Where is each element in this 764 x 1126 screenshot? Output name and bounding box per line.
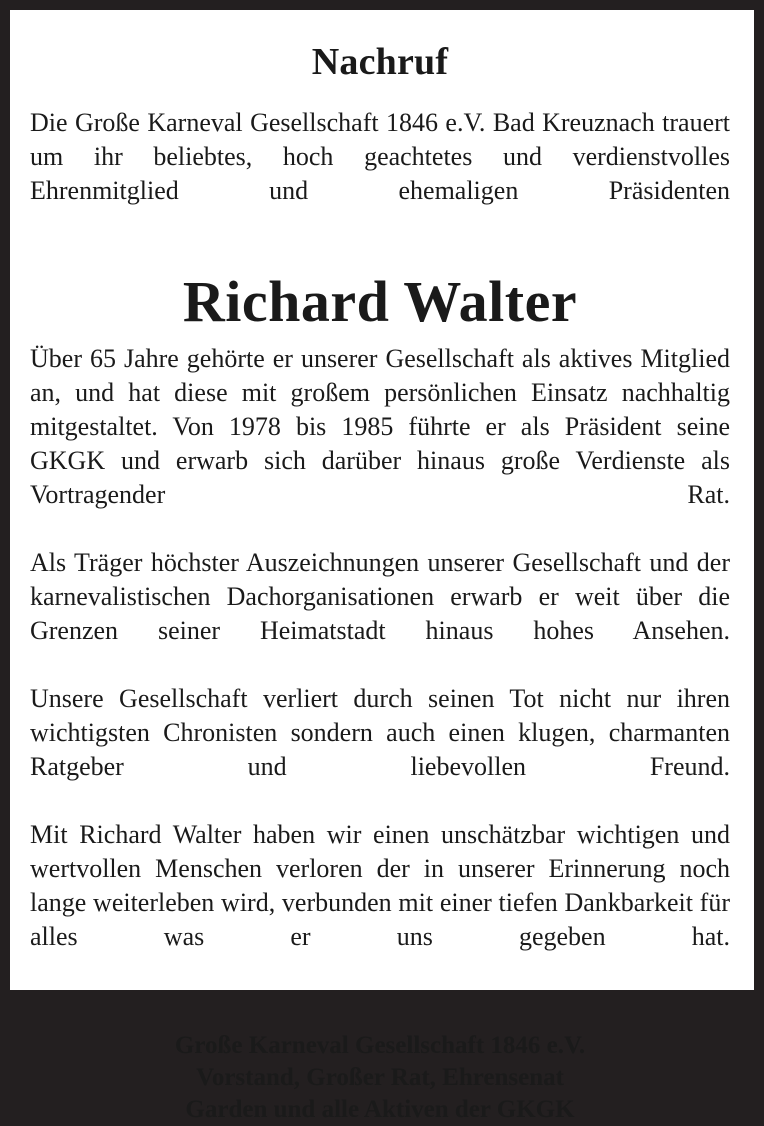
signature-line: Vorstand, Großer Rat, Ehrensenat <box>196 1064 564 1091</box>
body-paragraph: Mit Richard Walter haben wir einen unschätzbar wichtigen und wertvollen Menschen verloren der in unserer Erinnerung noch lange weiterleben wird, verbunden mit einer tiefen Dankbarkeit für alles was er uns gegeben hat. <box>30 820 730 951</box>
signature-line: Große Karneval Gesellschaft 1846 e.V. <box>174 1032 586 1059</box>
body-paragraph: Über 65 Jahre gehörte er unserer Gesellschaft als aktives Mitglied an, und hat diese mit großem persönlichen Einsatz nachhaltig mitgestaltet. Von 1978 bis 1985 führte er als Präsident seine GKGK und erwarb sich darüber hinaus große Verdienste als Vortragender Rat. <box>30 344 730 509</box>
signature-block <box>30 1030 730 1126</box>
body-paragraph: Als Träger höchster Auszeichnungen unserer Gesellschaft und der karnevalistischen Dachorganisationen erwarb er weit über die Grenzen seiner Heimatstadt hinaus hohes Ansehen. <box>30 548 730 645</box>
notice-content <box>30 10 730 1123</box>
obituary-body <box>30 342 730 988</box>
body-paragraph: Unsere Gesellschaft verliert durch seinen Tot nicht nur ihren wichtigsten Chronisten sondern auch einen klugen, charmanten Ratgeber und liebevollen Freund. <box>30 684 730 781</box>
notice-title: Nachruf <box>311 41 449 83</box>
deceased-name: Richard Walter <box>182 269 578 334</box>
signature-line: Garden und alle Aktiven der GKGK <box>185 1096 575 1123</box>
obituary-notice-card <box>10 10 754 1123</box>
intro-paragraph-block <box>30 106 730 242</box>
intro-paragraph: Die Große Karneval Gesellschaft 1846 e.V. Bad Kreuznach trauert um ihr beliebtes, hoch geachtetes und verdienstvolles Ehrenmitglied und ehemaligen Präsidenten <box>30 108 730 205</box>
